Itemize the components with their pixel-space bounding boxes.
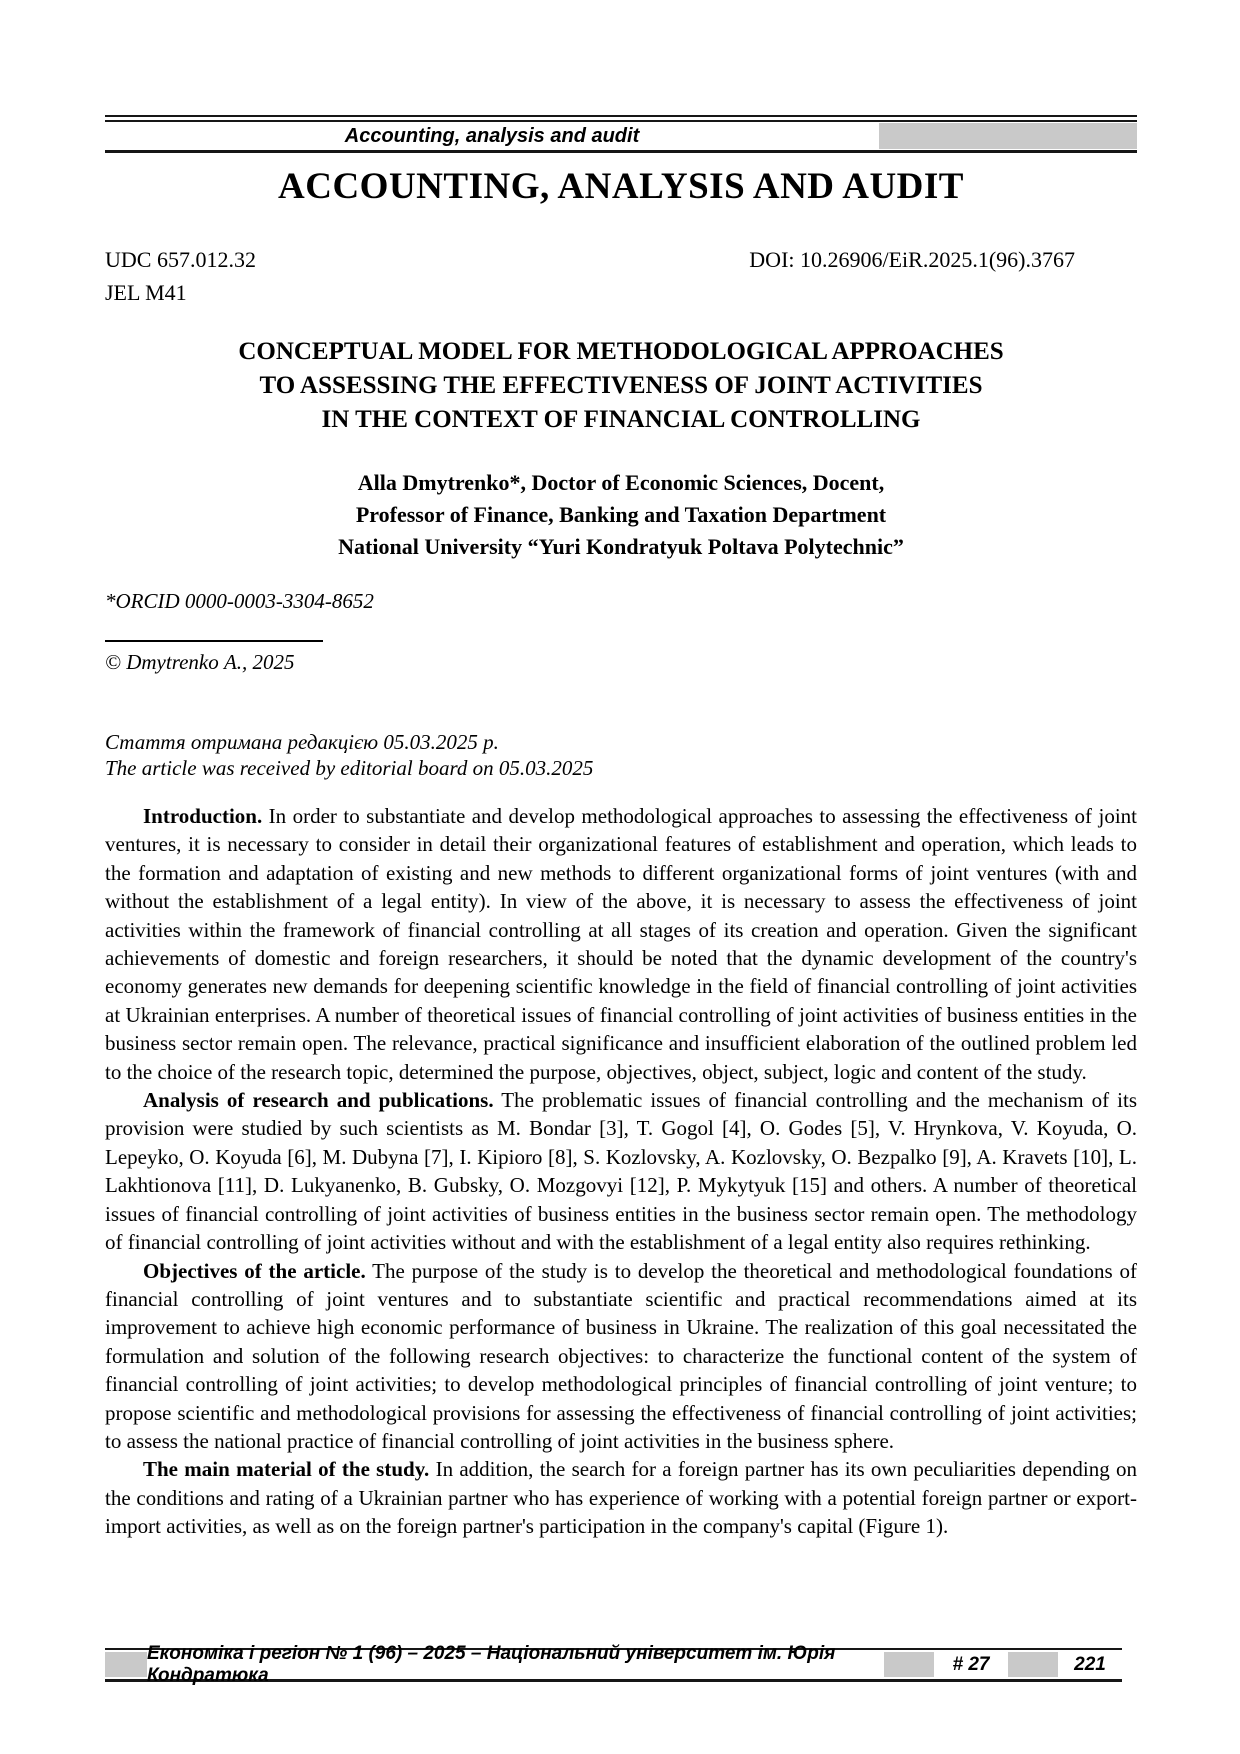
paragraph-analysis xyxy=(105,1086,1137,1256)
paragraph-main-material xyxy=(105,1455,1137,1540)
jel-code: JEL M41 xyxy=(105,280,187,305)
doi: DOI: 10.26906/EiR.2025.1(96).3767 xyxy=(749,247,1075,272)
section-label: Accounting, analysis and audit xyxy=(344,125,640,147)
footer-issue-label: # 27 xyxy=(952,1653,990,1675)
page-footer xyxy=(105,1642,1122,1686)
section-lead: Analysis of research and publications. xyxy=(143,1088,494,1113)
journal-title: ACCOUNTING, ANALYSIS AND AUDIT xyxy=(278,166,964,207)
footer-gray-block xyxy=(105,1652,147,1677)
author-block xyxy=(105,467,1137,563)
section-lead: Objectives of the article. xyxy=(143,1258,366,1283)
article-body xyxy=(105,802,1137,1541)
footer-gray-block xyxy=(884,1652,934,1677)
section-lead: The main material of the study. xyxy=(143,1457,430,1482)
footer-page-number: 221 xyxy=(1074,1653,1106,1675)
article-title-line: IN THE CONTEXT OF FINANCIAL CONTROLLING xyxy=(321,406,921,433)
classification-codes xyxy=(105,243,256,309)
footer-journal-line: Економіка і регіон № 1 (96) – 2025 – Національний університет ім. Юрія Кондратюка xyxy=(147,1642,836,1686)
paragraph-objectives xyxy=(105,1257,1137,1456)
header-double-rule xyxy=(105,115,1137,122)
received-block xyxy=(105,729,1137,781)
header-band xyxy=(105,122,1137,153)
article-title xyxy=(105,335,1137,437)
author-line: Professor of Finance, Banking and Taxation Department xyxy=(355,502,887,527)
author-line: National University “Yuri Kondratyuk Poltava Polytechnic” xyxy=(338,534,904,559)
paragraph-text: The purpose of the study is to develop the theoretical and methodological foundations of financial controlling of joint ventures and to substantiate scientific and practical recommendations aimed at its improvement to achieve high economic performance of business in Ukraine. The realization of this goal necessitated the formulation and solution of the following research objectives: to characterize the functional content of the system of financial controlling of joint activities; to develop methodological principles of financial controlling of joint venture; to propose scientific and methodological provisions for assessing the effectiveness of financial controlling of joint activities; to assess the national practice of financial controlling of joint activities in the business sphere. xyxy=(105,1258,1137,1453)
article-title-line: CONCEPTUAL MODEL FOR METHODOLOGICAL APPROACHES xyxy=(238,338,1004,365)
article-title-line: TO ASSESSING THE EFFECTIVENESS OF JOINT ACTIVITIES xyxy=(259,372,983,399)
author-line: Alla Dmytrenko*, Doctor of Economic Sciences, Docent, xyxy=(357,470,885,495)
section-lead: Introduction. xyxy=(143,804,263,828)
paragraph-text: The problematic issues of financial controlling and the mechanism of its provision were studied by such scientists as M. Bondar [3], T. Gogol [4], O. Godes [5], V. Hrynkova, V. Koyuda, O. Lepeyko, O. Koyuda [6], M. Dubyna [7], I. Kipioro [8], S. Kozlovsky, A. Kozlovsky, O. Bezpalko [9], A. Kravets [10], L. Lakhtionova [11], D. Lukyanenko, B. Gubsky, O. Mozgovyi [12], P. Mykytyuk [15] and others. A number of theoretical issues of financial controlling of joint activities of business entities in the business sector remain open. The methodology of financial controlling of joint activities without and with the establishment of a legal entity also requires rethinking. xyxy=(105,1088,1137,1255)
paragraph-text: In order to substantiate and develop methodological approaches to assessing the effectiveness of joint ventures, it is necessary to consider in detail their organizational features of establishment and operation, which leads to the formation and adaptation of existing and new methods to different organizational forms of joint ventures (with and without the establishment of a legal entity). In view of the above, it is necessary to assess the effectiveness of joint activities within the framework of financial controlling at all stages of its creation and operation. Given the significant achievements of domestic and foreign researchers, it should be noted that the dynamic development of the country's economy generates new demands for deepening scientific knowledge in the field of financial controlling of joint activities at Ukrainian enterprises. A number of theoretical issues of financial controlling of joint activities of business entities in the business sector remain open. The relevance, practical significance and insufficient elaboration of the outlined problem led to the choice of the research topic, determined the purpose, objectives, object, subject, logic and content of the study. xyxy=(105,804,1137,1084)
meta-row xyxy=(105,243,1137,309)
header-gray-block xyxy=(879,123,1137,149)
footer-bar xyxy=(105,1642,1122,1686)
copyright-line: © Dmytrenko А., 2025 xyxy=(105,650,295,674)
copyright-rule xyxy=(105,640,323,642)
received-date-en: The article was received by editorial board on 05.03.2025 xyxy=(105,756,594,780)
udc-code: UDC 657.012.32 xyxy=(105,247,256,272)
paragraph-introduction xyxy=(105,802,1137,1086)
footer-gray-block xyxy=(1008,1652,1058,1677)
received-date-uk: Стаття отримана редакцією 05.03.2025 р. xyxy=(105,730,499,754)
orcid-note: *ORCID 0000-0003-3304-8652 xyxy=(105,589,374,613)
page-header xyxy=(105,115,1137,153)
paragraph-text: In addition, the search for a foreign partner has its own peculiarities depending on the conditions and rating of a Ukrainian partner who has experience of working with a potential foreign partner or export-import activities, as well as on the foreign partner's participation in the company's capital (Figure 1). xyxy=(105,1457,1138,1539)
